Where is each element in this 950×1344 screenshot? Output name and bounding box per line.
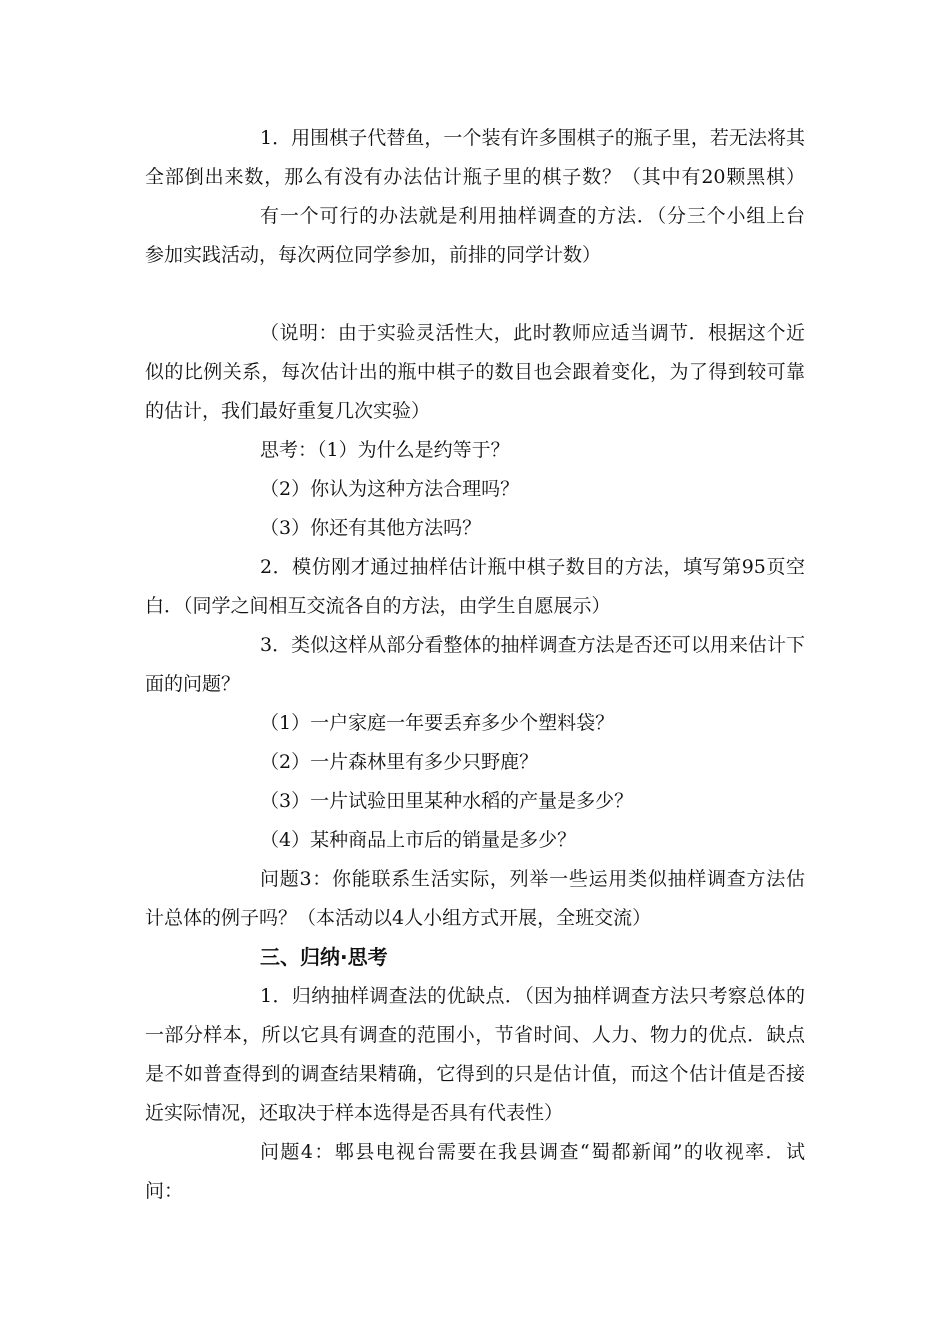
paragraph-line: 面的问题？ xyxy=(145,673,241,695)
paragraph-line: 3．类似这样从部分看整体的抽样调查方法是否还可以用来估计下 xyxy=(260,634,805,656)
paragraph-line: （3）你还有其他方法吗？ xyxy=(260,517,482,539)
paragraph-line: 似的比例关系，每次估计出的瓶中棋子的数目也会跟着变化，为了得到较可靠 xyxy=(145,361,805,383)
paragraph-line: 问题3：你能联系生活实际，列举一些运用类似抽样调查方法估 xyxy=(260,868,805,890)
list-item: （3）一片试验田里某种水稻的产量是多少？ xyxy=(260,790,634,812)
paragraph-line: （2）你认为这种方法合理吗？ xyxy=(260,478,520,500)
paragraph-line: 问： xyxy=(145,1180,184,1202)
paragraph-line: 有一个可行的办法就是利用抽样调查的方法．（分三个小组上台 xyxy=(260,205,805,227)
paragraph-line: （说明：由于实验灵活性大，此时教师应适当调节．根据这个近 xyxy=(260,322,805,344)
paragraph-line: 参加实践活动，每次两位同学参加，前排的同学计数） xyxy=(145,244,602,266)
paragraph-line: 计总体的例子吗？（本活动以4人小组方式开展，全班交流） xyxy=(145,907,652,929)
paragraph-line: 全部倒出来数，那么有没有办法估计瓶子里的棋子数？（其中有20颗黑棋） xyxy=(145,166,805,188)
list-item: （4）某种商品上市后的销量是多少？ xyxy=(260,829,577,851)
paragraph-line: 2．模仿刚才通过抽样估计瓶中棋子数目的方法，填写第95页空 xyxy=(260,556,805,578)
paragraph-line: 问题4：郫县电视台需要在我县调查“蜀都新闻”的收视率．试 xyxy=(260,1141,805,1163)
paragraph-line: 一部分样本，所以它具有调查的范围小，节省时间、人力、物力的优点．缺点 xyxy=(145,1024,805,1046)
paragraph-line: 白．（同学之间相互交流各自的方法，由学生自愿展示） xyxy=(145,595,611,617)
list-item: （2）一片森林里有多少只野鹿？ xyxy=(260,751,539,773)
paragraph-line: 近实际情况，还取决于样本选得是否具有代表性） xyxy=(145,1102,564,1124)
paragraph-line: 思考：（1）为什么是约等于？ xyxy=(260,439,510,461)
list-item: （1）一户家庭一年要丢弃多少个塑料袋？ xyxy=(260,712,615,734)
paragraph-line: 1．归纳抽样调查法的优缺点．（因为抽样调查方法只考察总体的 xyxy=(260,985,805,1007)
paragraph-line: 的估计，我们最好重复几次实验） xyxy=(145,400,431,422)
paragraph-line: 是不如普查得到的调查结果精确，它得到的只是估计值，而这个估计值是否接 xyxy=(145,1063,805,1085)
paragraph-line: 1．用围棋子代替鱼，一个装有许多围棋子的瓶子里，若无法将其 xyxy=(260,127,805,149)
section-heading: 三、归纳·思考 xyxy=(260,945,388,969)
